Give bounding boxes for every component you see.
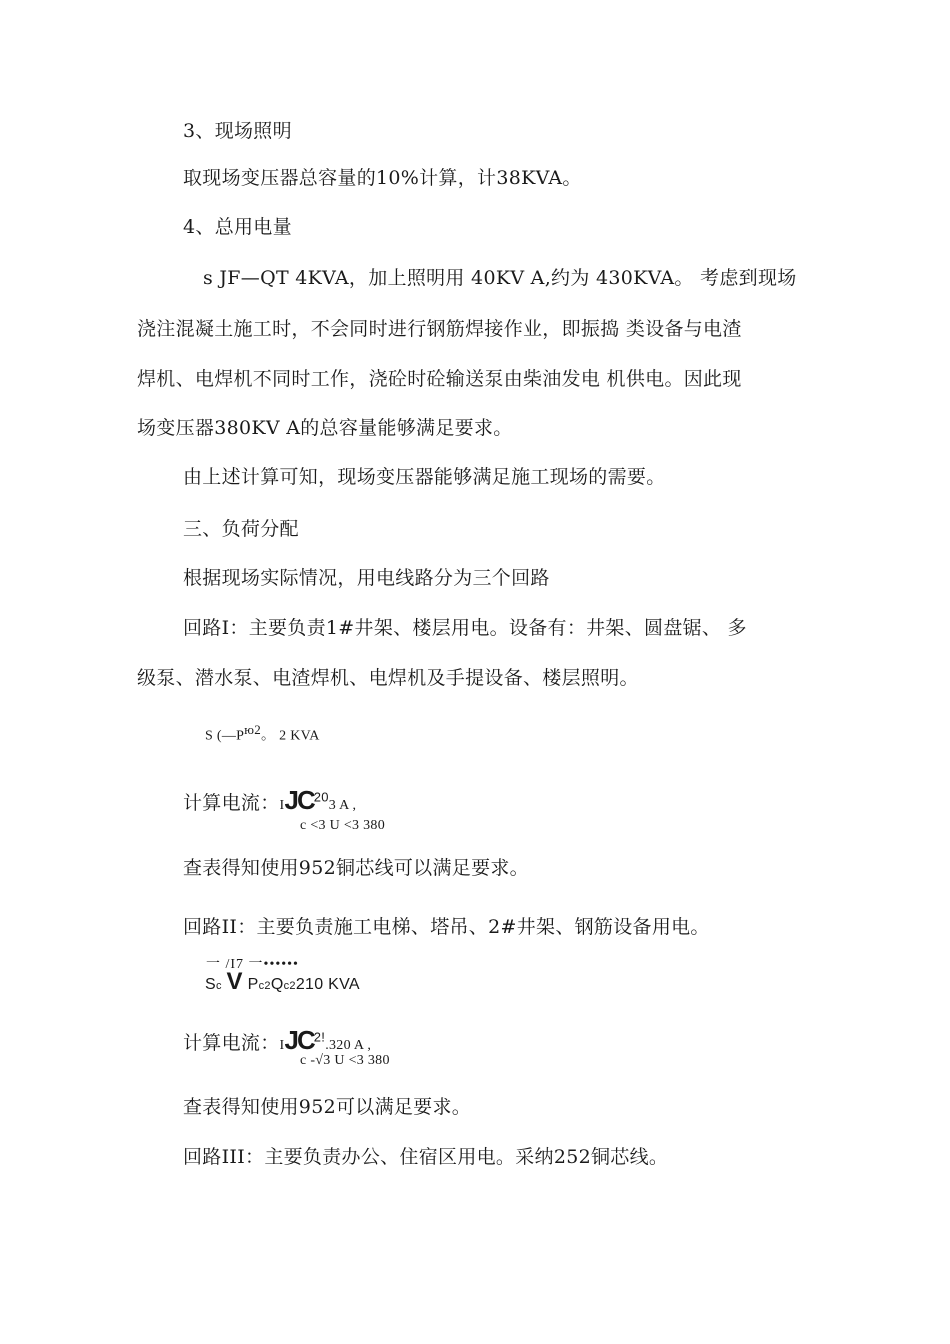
- line-2: 取现场变压器总容量的10%计算，计38KVA。: [183, 167, 582, 189]
- line-4: s JF—QT 4KVA，加上照明用 40KV A,约为 430KVA。 考虑到现场: [203, 267, 797, 289]
- line-10: 根据现场实际情况，用电线路分为三个回路: [183, 567, 550, 589]
- line-13: 查表得知使用952铜芯线可以满足要求。: [183, 857, 529, 879]
- line-8: 由上述计算可知，现场变压器能够满足施工现场的需要。: [183, 466, 666, 488]
- calc-current-2-denominator: c -√3 U <3 380: [300, 1053, 390, 1068]
- line-16: 回路III：主要负责办公、住宿区用电。采纳252铜芯线。: [183, 1146, 669, 1168]
- calc-current-1: 计算电流：IJC$^{20}$3 A ,: [183, 785, 357, 815]
- line-3: 4、总用电量: [183, 216, 292, 238]
- line-9: 三、负荷分配: [183, 518, 299, 540]
- line-6: 焊机、电焊机不同时工作，浇砼时砼输送泵由柴油发电 机供电。因此现: [137, 368, 742, 390]
- line-11: 回路I：主要负责1#井架、楼层用电。设备有：井架、圆盘锯、 多: [183, 617, 747, 639]
- line-1: 3、现场照明: [183, 120, 292, 142]
- line-14: 回路II：主要负责施工电梯、塔吊、2#井架、钢筋设备用电。: [183, 916, 710, 938]
- line-12: 级泵、潜水泵、电渣焊机、电焊机及手提设备、楼层照明。: [137, 667, 639, 689]
- line-7: 场变压器380KV A的总容量能够满足要求。: [137, 417, 513, 439]
- formula-load-2-top: 一 /I7 一••••••: [206, 957, 299, 972]
- calc-current-1-denominator: c <3 U <3 380: [300, 818, 386, 833]
- line-5: 浇注混凝土施工时，不会同时进行钢筋焊接作业，即振捣 类设备与电渣: [137, 318, 742, 340]
- formula-load-1: S (—Pю2。 2 KVA: [205, 722, 320, 744]
- line-15: 查表得知使用952可以满足要求。: [183, 1096, 472, 1118]
- formula-load-2: Sc V Pc2Qc2210 KVA: [205, 968, 360, 995]
- calc-current-2: 计算电流：$IJC^{2!}.320$ A ,: [183, 1025, 372, 1055]
